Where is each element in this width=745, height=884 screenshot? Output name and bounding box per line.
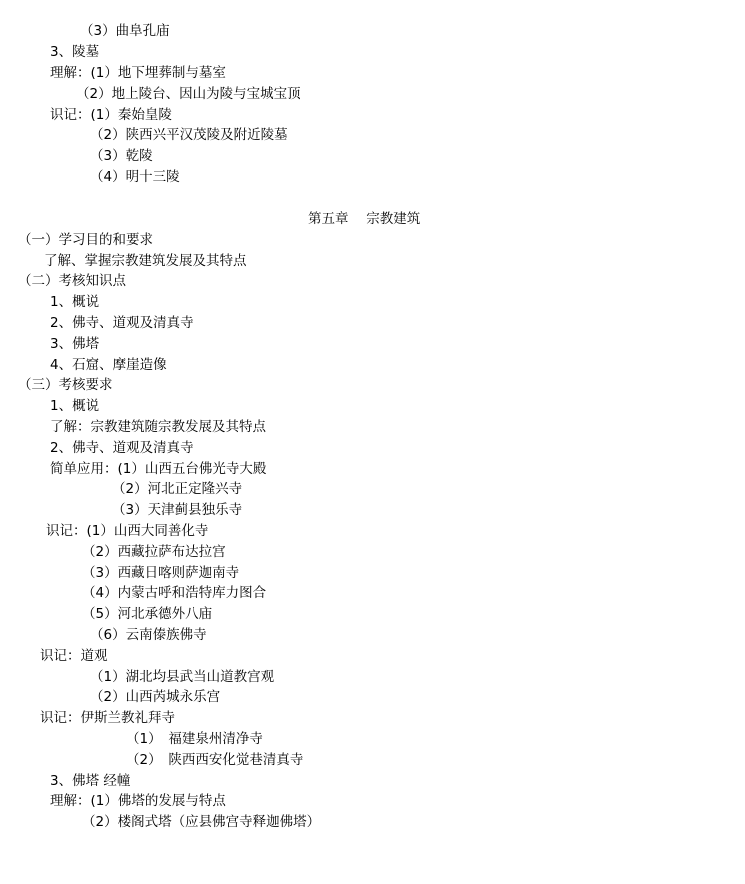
text-line: （1）湖北均县武当山道教宫观: [90, 669, 275, 685]
text-line: （2）山西芮城永乐宫: [90, 689, 221, 705]
text-line: （2）陕西兴平汉茂陵及附近陵墓: [90, 127, 288, 143]
text-line: （2） 陕西西安化觉巷清真寺: [126, 752, 304, 768]
text-line: 4、石窟、摩崖造像: [50, 357, 167, 373]
chapter-title: 第五章 宗教建筑: [308, 211, 421, 227]
text-line: 简单应用：(1）山西五台佛光寺大殿: [50, 461, 267, 477]
text-line: 3、佛塔: [50, 336, 100, 352]
text-line: 2、佛寺、道观及清真寺: [50, 315, 194, 331]
text-line: （3）乾陵: [90, 148, 153, 164]
text-line: 识记：(1）秦始皇陵: [50, 107, 172, 123]
text-line: 识记：(1）山西大同善化寺: [46, 523, 209, 539]
text-line: 识记：道观: [40, 648, 108, 664]
text-line: 2、佛寺、道观及清真寺: [50, 440, 194, 456]
text-line: 1、概说: [50, 398, 100, 414]
text-line: 识记：伊斯兰教礼拜寺: [40, 710, 175, 726]
section-heading: （一）学习目的和要求: [18, 232, 153, 248]
text-line: （3）西藏日喀则萨迦南寺: [82, 565, 240, 581]
text-line: 了解：宗教建筑随宗教发展及其特点: [50, 419, 266, 435]
text-line: （4）明十三陵: [90, 169, 180, 185]
text-line: 3、佛塔 经幢: [50, 773, 131, 789]
text-line: （6）云南傣族佛寺: [90, 627, 207, 643]
text-line: 理解：(1）地下埋葬制与墓室: [50, 65, 226, 81]
text-line: （3）天津蓟县独乐寺: [112, 502, 243, 518]
text-line: （3）曲阜孔庙: [80, 23, 170, 39]
text-line: （2）地上陵台、因山为陵与宝城宝顶: [76, 86, 301, 102]
text-line: （2）楼阁式塔（应县佛宫寺释迦佛塔）: [82, 814, 321, 830]
text-line: （4）内蒙古呼和浩特库力图合: [82, 585, 267, 601]
section-heading: （三）考核要求: [18, 377, 113, 393]
text-line: （2）西藏拉萨布达拉宫: [82, 544, 226, 560]
section-heading: （二）考核知识点: [18, 273, 126, 289]
text-line: 了解、掌握宗教建筑发展及其特点: [44, 253, 247, 269]
text-line: （1） 福建泉州清净寺: [126, 731, 263, 747]
text-line: （5）河北承德外八庙: [82, 606, 213, 622]
text-line: 1、概说: [50, 294, 100, 310]
text-line: 3、陵墓: [50, 44, 100, 60]
text-line: 理解：(1）佛塔的发展与特点: [50, 793, 226, 809]
text-line: （2）河北正定隆兴寺: [112, 481, 243, 497]
